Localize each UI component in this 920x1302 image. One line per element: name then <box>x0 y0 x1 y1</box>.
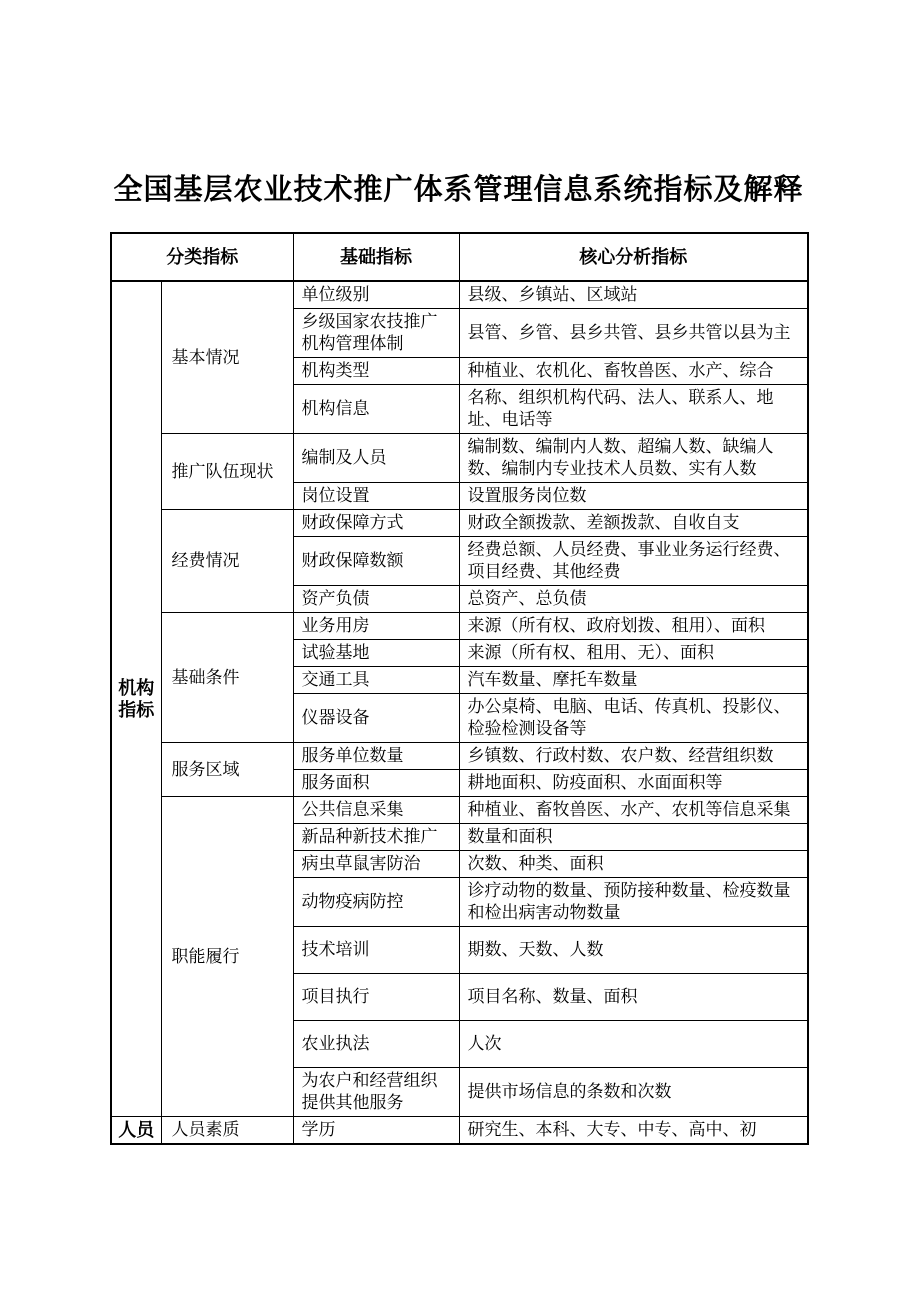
basic-indicator-cell: 新品种新技术推广 <box>293 824 459 851</box>
indicator-table <box>110 232 809 1145</box>
basic-indicator-cell: 编制及人员 <box>293 434 459 483</box>
table-header-row <box>111 233 808 281</box>
table-row <box>111 613 808 640</box>
core-indicator-cell: 县管、乡管、县乡共管、县乡共管以县为主 <box>459 309 808 358</box>
basic-indicator-cell: 岗位设置 <box>293 483 459 510</box>
core-indicator-cell: 来源（所有权、政府划拨、租用）、面积 <box>459 613 808 640</box>
category-cell-service-area: 服务区域 <box>161 743 293 797</box>
basic-indicator-cell: 机构类型 <box>293 358 459 385</box>
group-cell-institution: 机构指标 <box>111 281 161 1117</box>
category-cell-function-performance: 职能履行 <box>161 797 293 1117</box>
core-indicator-cell: 县级、乡镇站、区域站 <box>459 281 808 309</box>
core-indicator-cell: 种植业、农机化、畜牧兽医、水产、综合 <box>459 358 808 385</box>
basic-indicator-cell: 技术培训 <box>293 927 459 974</box>
category-cell-funding: 经费情况 <box>161 510 293 613</box>
core-indicator-cell: 总资产、总负债 <box>459 586 808 613</box>
table-row <box>111 797 808 824</box>
core-indicator-cell: 汽车数量、摩托车数量 <box>459 667 808 694</box>
core-indicator-cell: 耕地面积、防疫面积、水面面积等 <box>459 770 808 797</box>
table-row <box>111 434 808 483</box>
basic-indicator-cell: 单位级别 <box>293 281 459 309</box>
page-title: 全国基层农业技术推广体系管理信息系统指标及解释 <box>113 174 804 206</box>
core-indicator-cell: 次数、种类、面积 <box>459 851 808 878</box>
core-indicator-cell: 经费总额、人员经费、事业业务运行经费、项目经费、其他经费 <box>459 537 808 586</box>
basic-indicator-cell: 乡级国家农技推广机构管理体制 <box>293 309 459 358</box>
core-indicator-cell: 诊疗动物的数量、预防接种数量、检疫数量和检出病害动物数量 <box>459 878 808 927</box>
core-indicator-cell: 设置服务岗位数 <box>459 483 808 510</box>
core-indicator-cell: 项目名称、数量、面积 <box>459 974 808 1021</box>
category-cell-basic-info: 基本情况 <box>161 281 293 434</box>
table-row <box>111 510 808 537</box>
header-classification: 分类指标 <box>111 233 293 281</box>
core-indicator-cell: 财政全额拨款、差额拨款、自收自支 <box>459 510 808 537</box>
basic-indicator-cell: 为农户和经营组织提供其他服务 <box>293 1068 459 1117</box>
core-indicator-cell: 来源（所有权、租用、无）、面积 <box>459 640 808 667</box>
core-indicator-cell: 期数、天数、人数 <box>459 927 808 974</box>
header-basic: 基础指标 <box>293 233 459 281</box>
core-indicator-cell: 种植业、畜牧兽医、水产、农机等信息采集 <box>459 797 808 824</box>
category-cell-personnel-quality: 人员素质 <box>161 1117 293 1145</box>
basic-indicator-cell: 服务面积 <box>293 770 459 797</box>
category-cell-basic-conditions: 基础条件 <box>161 613 293 743</box>
table-row <box>111 281 808 309</box>
core-indicator-cell: 办公桌椅、电脑、电话、传真机、投影仪、检验检测设备等 <box>459 694 808 743</box>
basic-indicator-cell: 项目执行 <box>293 974 459 1021</box>
table-row <box>111 1117 808 1145</box>
basic-indicator-cell: 服务单位数量 <box>293 743 459 770</box>
header-core: 核心分析指标 <box>459 233 808 281</box>
core-indicator-cell: 编制数、编制内人数、超编人数、缺编人数、编制内专业技术人员数、实有人数 <box>459 434 808 483</box>
basic-indicator-cell: 农业执法 <box>293 1021 459 1068</box>
basic-indicator-cell: 学历 <box>293 1117 459 1145</box>
basic-indicator-cell: 病虫草鼠害防治 <box>293 851 459 878</box>
basic-indicator-cell: 公共信息采集 <box>293 797 459 824</box>
basic-indicator-cell: 仪器设备 <box>293 694 459 743</box>
category-cell-team-status: 推广队伍现状 <box>161 434 293 510</box>
core-indicator-cell: 数量和面积 <box>459 824 808 851</box>
core-indicator-cell: 研究生、本科、大专、中专、高中、初 <box>459 1117 808 1145</box>
basic-indicator-cell: 财政保障方式 <box>293 510 459 537</box>
table-row <box>111 743 808 770</box>
basic-indicator-cell: 业务用房 <box>293 613 459 640</box>
core-indicator-cell: 人次 <box>459 1021 808 1068</box>
basic-indicator-cell: 动物疫病防控 <box>293 878 459 927</box>
basic-indicator-cell: 资产负债 <box>293 586 459 613</box>
core-indicator-cell: 名称、组织机构代码、法人、联系人、地址、电话等 <box>459 385 808 434</box>
basic-indicator-cell: 试验基地 <box>293 640 459 667</box>
basic-indicator-cell: 机构信息 <box>293 385 459 434</box>
basic-indicator-cell: 交通工具 <box>293 667 459 694</box>
core-indicator-cell: 乡镇数、行政村数、农户数、经营组织数 <box>459 743 808 770</box>
basic-indicator-cell: 财政保障数额 <box>293 537 459 586</box>
group-cell-personnel: 人员 <box>111 1117 161 1145</box>
core-indicator-cell: 提供市场信息的条数和次数 <box>459 1068 808 1117</box>
